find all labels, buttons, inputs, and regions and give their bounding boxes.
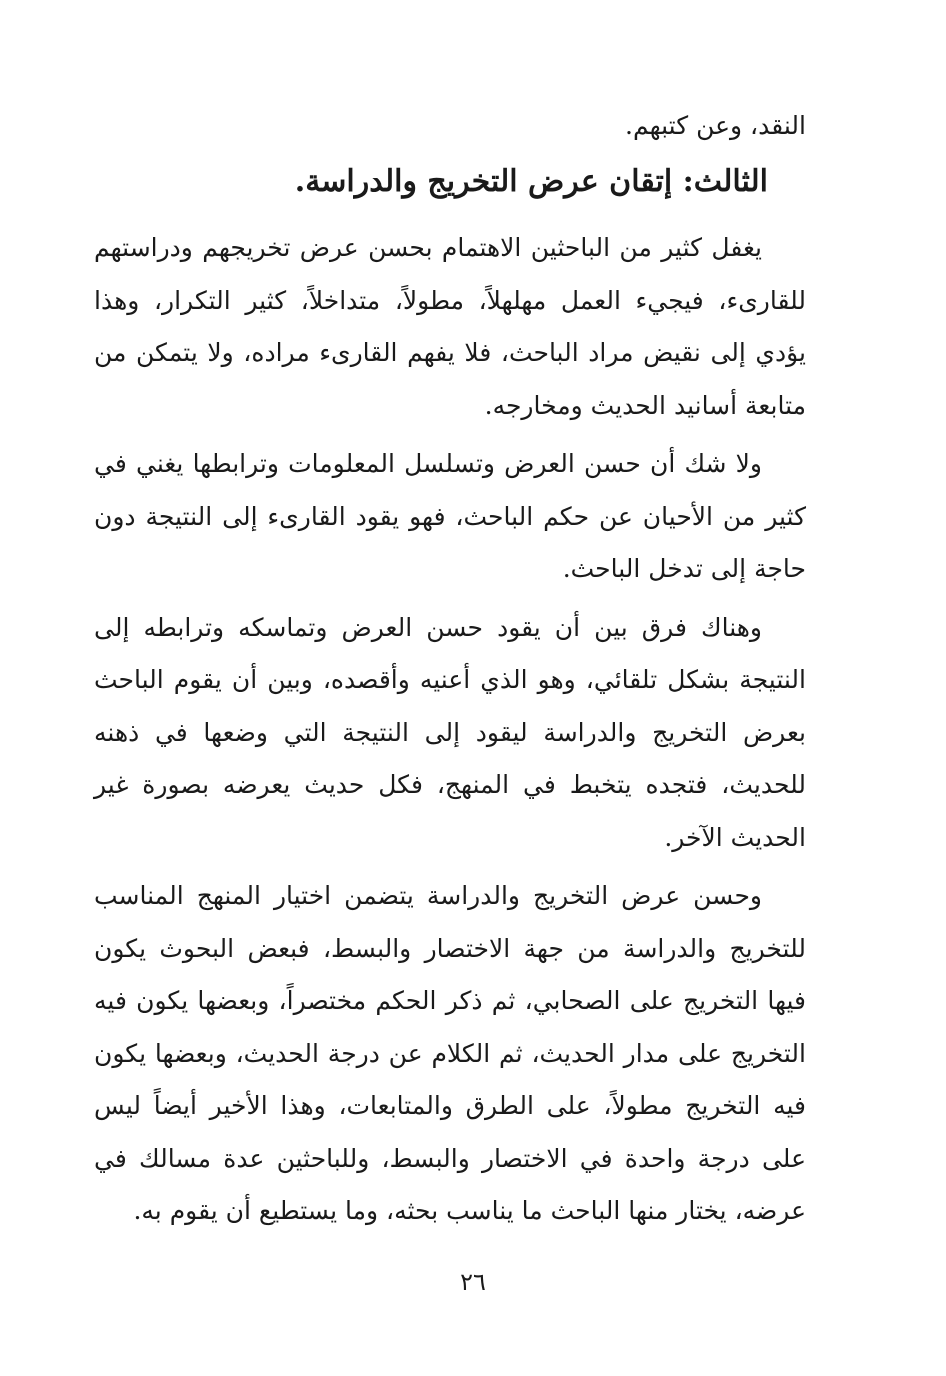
paragraph: ولا شك أن حسن العرض وتسلسل المعلومات وترابطها يغني في كثير من الأحيان عن حكم الباحث، فهو يقود القارىء إلى النتيجة دون حاجة إلى تدخل الباحث. <box>94 449 806 583</box>
page-number: ٢٦ <box>460 1268 486 1296</box>
page-body <box>94 100 806 1244</box>
paragraph: وهناك فرق بين أن يقود حسن العرض وتماسكه وترابطه إلى النتيجة بشكل تلقائي، وهو الذي أعنيه وأقصده، وبين أن يقوم الباحث بعرض التخريج والدراسة ليقود إلى النتيجة التي وضعها في ذهنه للحديث، فتجده يتخبط في المنهج، فكل حديث يعرضه بصورة غير الحديث الآخر. <box>94 612 806 852</box>
paragraph: يغفل كثير من الباحثين الاهتمام بحسن عرض تخريجهم ودراستهم للقارىء، فيجيء العمل مهلهلاً، مطولاً، متداخلاً، كثير التكرار، وهذا يؤدي إلى نقيض مراد الباحث، فلا يفهم القارىء مراده، ولا يتمكن من متابعة أسانيد الحديث ومخارجه. <box>94 233 806 420</box>
lead-text: النقد، وعن كتبهم. <box>625 111 806 140</box>
paragraph: وحسن عرض التخريج والدراسة يتضمن اختيار المنهج المناسب للتخريج والدراسة من جهة الاختصار والبسط، فبعض البحوث يكون فيها التخريج على الصحابي، ثم ذكر الحكم مختصراً، وبعضها يكون فيه التخريج على مدار الحديث، ثم الكلام عن درجة الحديث، وبعضها يكون فيه التخريج مطولاً، على الطرق والمتابعات، وهذا الأخير أيضاً ليس على درجة واحدة في الاختصار والبسط، وللباحثين عدة مسالك في عرضه، يختار منها الباحث ما يناسب بحثه، وما يستطيع أن يقوم به. <box>94 881 806 1225</box>
section-heading: الثالث: إتقان عرض التخريج والدراسة. <box>294 164 768 199</box>
